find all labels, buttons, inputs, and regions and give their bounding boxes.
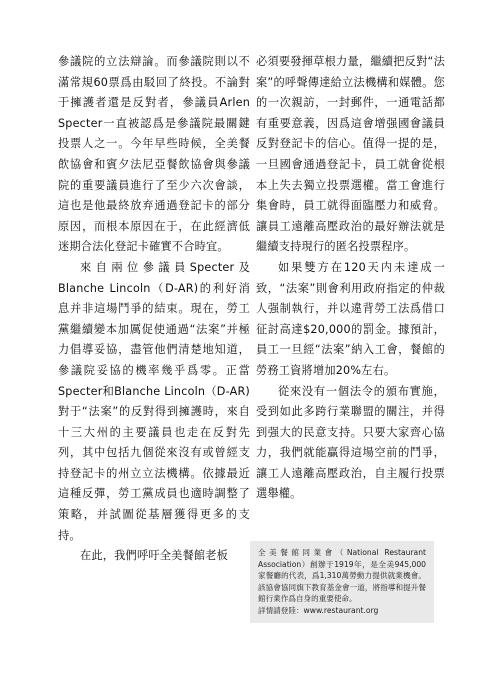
- right-paragraph-2: 如果雙方在120天内未達成一致，“法案”則會利用政府指定的仲裁人强制執行，并以違背勞工法爲借口征討高達$20,000的罰金。據預計，員工一旦經“法案”納入工會，餐館的勞務工資將增加20%左右。: [256, 260, 445, 377]
- note-details-link[interactable]: 詳情請登陸：www.restaurant.org: [258, 605, 379, 615]
- association-note-box: [250, 541, 434, 623]
- right-column: [256, 52, 445, 505]
- left-paragraph-1: 參議院的立法辯論。而參議院則以不滿常規60票爲由駁回了終投。不論對于擁護者還是反對者，參議員Arlen Specter一直被認爲是參議院最關鍵投票人之一。今年早些時候，全美餐飲協會和賓夕法尼亞餐飲協會與參議院的重要議員進行了至少六次會談，這也是他最終放弃通過登記卡的部分原因，而根本原因在于，在此經濟低迷期合法化登記卡確實不合時宜。: [58, 55, 250, 254]
- right-paragraph-1: 必須要發揮草根力量，繼續把反對“法案”的呼聲傳達給立法機構和媒體。您的一次親訪，一封郵件，一通電話都有重要意義，因爲這會增强國會議員反對登記卡的信心。值得一提的是，一旦國會通過登記卡，員工就會從根本上失去獨立投票選權。當工會進行集會時，員工就得面臨壓力和威脅。讓員工遠離高壓政治的最好辦法就是繼續支持現行的匿名投票程序。: [256, 55, 445, 254]
- left-paragraph-3: 在此，我們呼吁全美餐館老板: [80, 549, 229, 563]
- left-paragraph-2: 來自兩位參議員Specter及Blanche Lincoln（D-AR)的利好消息并非這場鬥爭的結束。現在，勞工黨繼續變本加厲促使通過“法案”并極力倡導妥協，盡管他們清楚地知道，參議院妥協的機率幾乎爲零。正當Specter和Blanche Lincoln（D-AR)對于“法案”的反對得到擁護時，來自十三大州的主要議員也走在反對先列，其中包括九個從來沒有或曾經支持登記卡的州立立法機構。依據最近這種反彈，勞工黨成員也適時調整了策略，并試圖從基層獲得更多的支持。: [58, 260, 250, 542]
- note-text: 全美餐館同業會（National Restaurant Association）創辦于1919年，是全美945,000家餐廳的代表，爲1,310萬勞動力提供就業機會。該協會協同旗下教育基金會一道，將指導和提升餐館行業作爲自身的重要使命。: [258, 548, 426, 604]
- left-column: [58, 52, 250, 567]
- right-paragraph-3: 從來没有一個法令的頒布實施，受到如此多跨行業聯盟的關注，并得到强大的民意支持。只要大家齊心協力，我們就能贏得這場空前的鬥爭，讓工人遠離高壓政治，自主履行投票選舉權。: [256, 384, 445, 501]
